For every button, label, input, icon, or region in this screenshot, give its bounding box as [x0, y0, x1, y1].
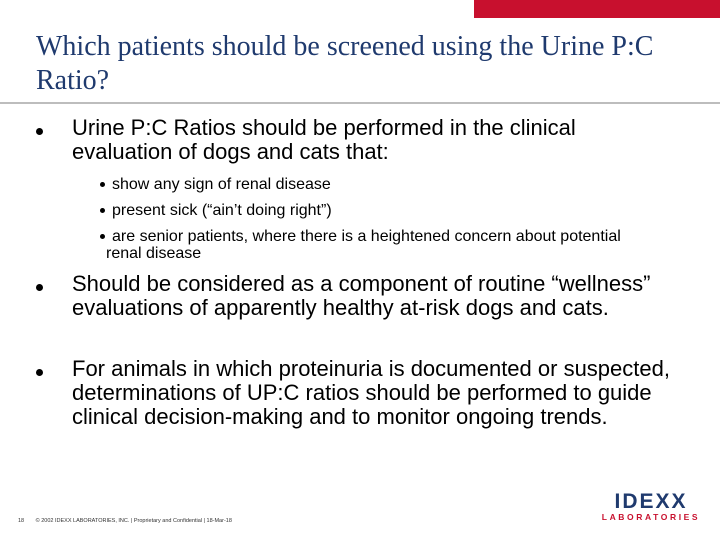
logo-wordmark: IDEXX — [614, 490, 688, 513]
bullet-dot — [36, 284, 43, 291]
slide-title: Which patients should be screened using the Urine P:C Ratio? — [36, 31, 654, 96]
page-number: 18 — [18, 518, 25, 524]
logo-subtitle: LABORATORIES — [601, 512, 701, 522]
sub-bullet-dot — [100, 208, 105, 213]
header-accent-bar — [474, 0, 720, 18]
sub-bullet-dot — [100, 234, 105, 239]
sub-bullet-text-2: present sick (“ain’t doing right”) — [112, 202, 332, 219]
sub-bullet-dot — [100, 182, 105, 187]
title-divider — [0, 102, 720, 104]
bullet-dot — [36, 369, 43, 376]
sub-bullet-text-3: are senior patients, where there is a heightened concern about potential renal disease — [106, 228, 621, 262]
bullet-text-2: Should be considered as a component of routine “wellness” evaluations of apparently healthy at-risk dogs and cats. — [72, 271, 651, 320]
footer — [18, 518, 232, 524]
bullet-text-1: Urine P:C Ratios should be performed in the clinical evaluation of dogs and cats that: — [72, 115, 576, 164]
bullet-text-3: For animals in which proteinuria is documented or suspected, determinations of UP:C ratios should be performed to guide clinical decision-making and to monitor ongoing trends. — [72, 356, 670, 429]
copyright-text: © 2002 IDEXX LABORATORIES, INC. | Proprietary and Confidential | 18-Mar-18 — [35, 518, 232, 524]
sub-bullet-text-1: show any sign of renal disease — [112, 176, 331, 193]
idexx-logo — [596, 492, 706, 522]
bullet-dot — [36, 128, 43, 135]
